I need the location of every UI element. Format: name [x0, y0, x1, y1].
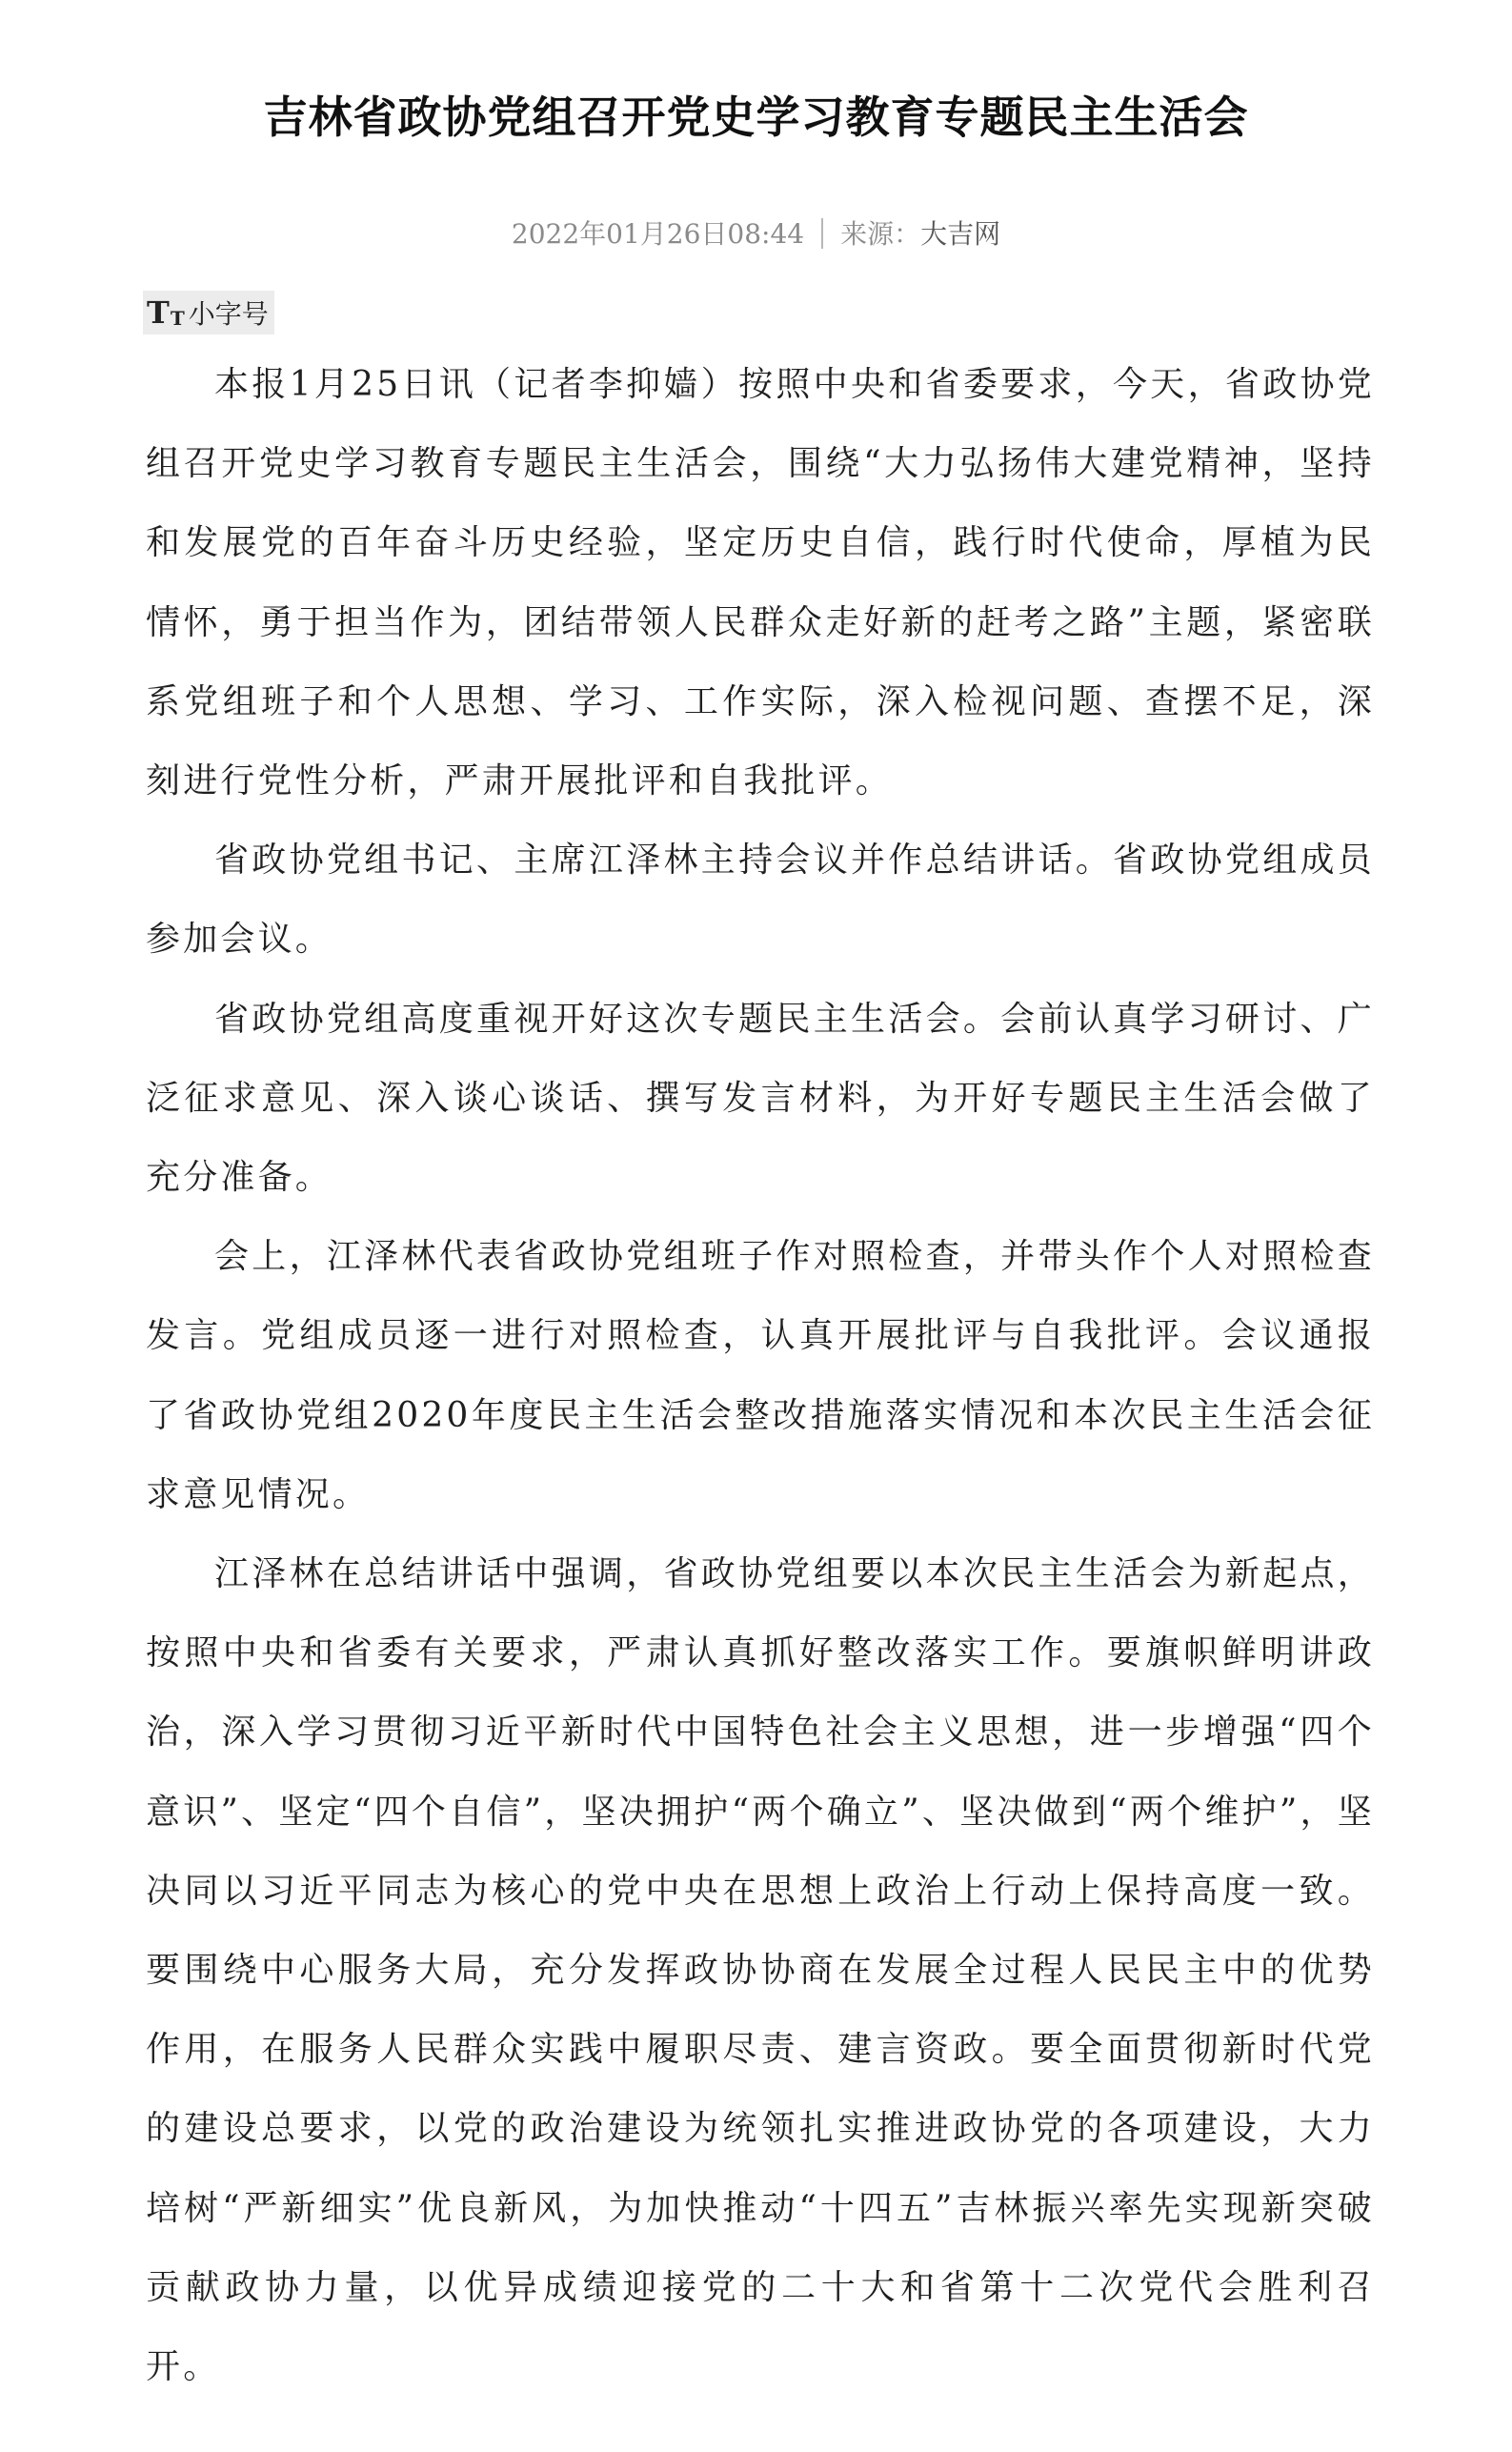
paragraph: 会上，江泽林代表省政协党组班子作对照检查，并带头作个人对照检查发言。党组成员逐一进行对照检查，认真开展批评与自我批评。会议通报了省政协党组2020年度民主生活会整改措施落实情况和本次民主生活会征求意见情况。	[146, 1237, 1375, 1514]
paragraph: 本报1月25日讯（记者李抑嫱）按照中央和省委要求，今天，省政协党组召开党史学习教育专题民主生活会，围绕“大力弘扬伟大建党精神，坚持和发展党的百年奋斗历史经验，坚定历史自信，践行时代使命，厚植为民情怀，勇于担当作为，团结带领人民群众走好新的赶考之路”主题，紧密联系党组班子和个人思想、学习、工作实际，深入检视问题、查摆不足，深刻进行党性分析，严肃开展批评和自我批评。	[146, 365, 1375, 801]
paragraph: 省政协党组书记、主席江泽林主持会议并作总结讲话。省政协党组成员参加会议。	[146, 841, 1375, 960]
font-size-toggle-button[interactable]	[143, 291, 274, 334]
text-size-icon: T T	[147, 294, 185, 331]
paragraph: 江泽林在总结讲话中强调，省政协党组要以本次民主生活会为新起点，按照中央和省委有关要求，严肃认真抓好整改落实工作。要旗帜鲜明讲政治，深入学习贯彻习近平新时代中国特色社会主义思想，进一步增强“四个意识”、坚定“四个自信”，坚决拥护“两个确立”、坚决做到“两个维护”，坚决同以习近平同志为核心的党中央在思想上政治上行动上保持高度一致。要围绕中心服务大局，充分发挥政协协商在发展全过程人民民主中的优势作用，在服务人民群众实践中履职尽责、建言资政。要全面贯彻新时代党的建设总要求，以党的政治建设为统领扎实推进政协党的各项建设，大力培树“严新细实”优良新风，为加快推动“十四五”吉林振兴率先实现新突破贡献政协力量，以优异成绩迎接党的二十大和省第十二次党代会胜利召开。	[146, 1554, 1375, 2387]
source-name: 大吉网	[920, 218, 1001, 250]
paragraph: 省政协党组高度重视开好这次专题民主生活会。会前认真学习研讨、广泛征求意见、深入谈心谈话、撰写发言材料，为开好专题民主生活会做了充分准备。	[146, 999, 1375, 1198]
font-size-toggle-label: 小字号	[188, 298, 269, 330]
source-label: 来源：	[840, 218, 921, 250]
meta-divider	[821, 218, 823, 249]
article-meta	[0, 212, 1512, 257]
publish-date: 2022年01月26日08:44	[511, 218, 805, 250]
article-title: 吉林省政协党组召开党史学习教育专题民主生活会	[263, 91, 1249, 143]
article-body	[146, 345, 1375, 2406]
